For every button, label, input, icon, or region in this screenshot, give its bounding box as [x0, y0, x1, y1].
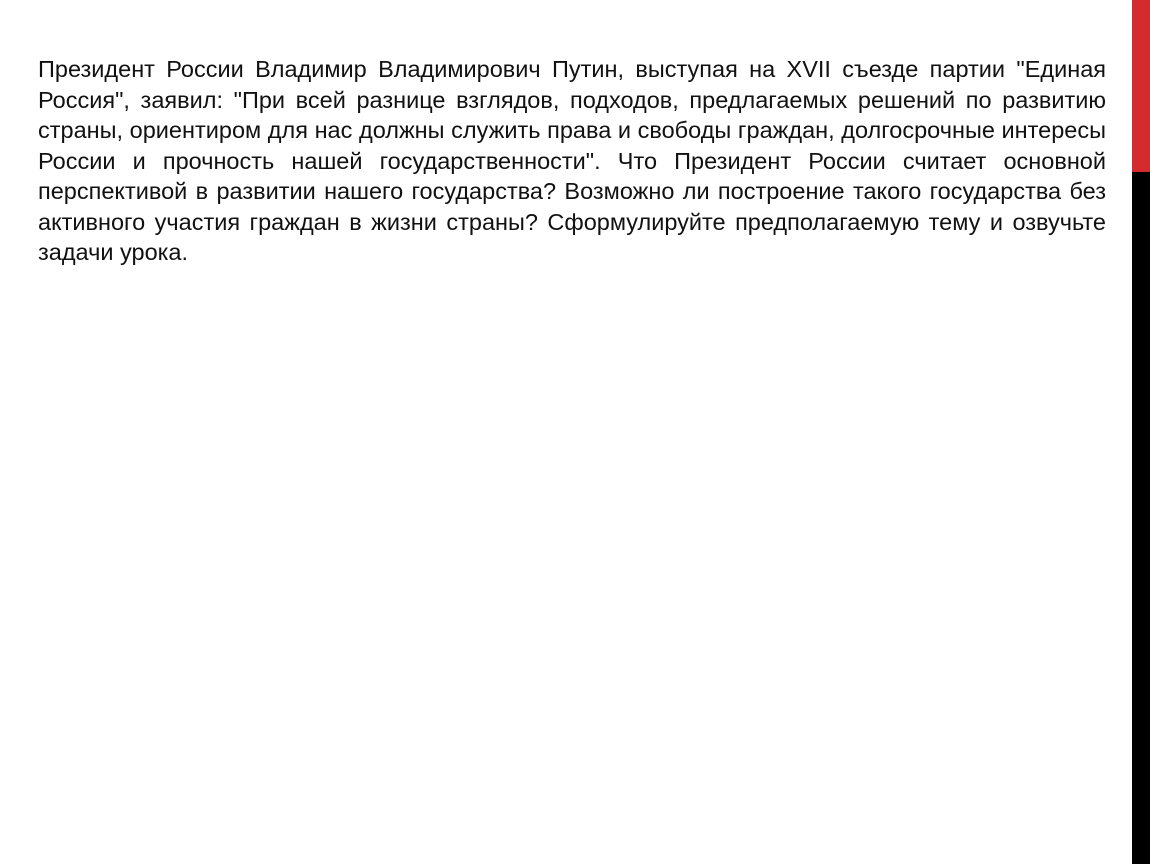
accent-bar-red	[1132, 0, 1150, 172]
accent-bar-black	[1132, 172, 1150, 864]
slide-body-text: Президент России Владимир Владимирович Путин, выступая на XVII съезде партии "Единая Россия", заявил: "При всей разнице взглядов, подходов, предлагаемых решений по развитию страны, ориентиром для нас должны служить права и свободы граждан, долгосрочные интересы России и прочность нашей государственности". Что Президент России считает основной перспективой в развитии нашего государства? Возможно ли построение такого государства без активного участия граждан в жизни страны? Сформулируйте предполагаемую тему и озвучьте задачи урока.	[38, 56, 1106, 265]
